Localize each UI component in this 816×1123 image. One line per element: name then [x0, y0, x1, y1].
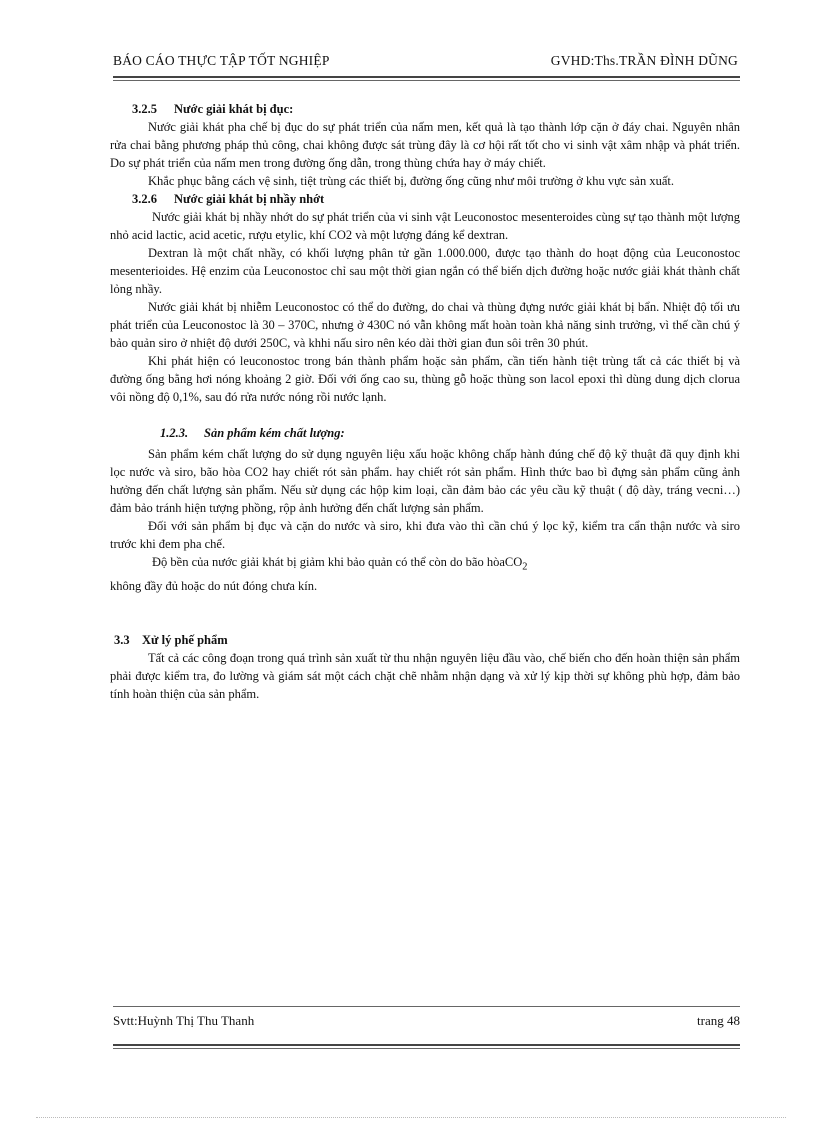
paragraph: Sản phẩm kém chất lượng do sử dụng nguyên liệu xấu hoặc không chấp hành đúng chế độ kỹ thuật đã quy định khi lọc nước và siro, bão hòa CO2 hay chiết rót sản phẩm. hay chiết rót sản phẩm. Hình thức bao bì đựng sản phẩm cũng ảnh hưởng đến chất lượng sản phẩm. Nếu sử dụng các hộp kim loại, cần đảm bảo các yêu cầu kỹ thuật ( độ dày, tráng vecni…) đảm bảo tránh hiện tượng phồng, rộp ảnh hưởng đến chất lượng sản phẩm.: [110, 447, 740, 515]
heading-text: Nước giải khát bị đục:: [174, 102, 294, 116]
heading-number: 3.2.5: [132, 102, 157, 116]
page-header: [113, 53, 738, 73]
paragraph: Dextran là một chất nhầy, có khối lượng phân tử gần 1.000.000, được tạo thành do hoạt động của Leuconostoc mesenterioides. Hệ enzim của Leuconostoc chỉ sau một thời gian ngắn có thể biến dịch đường hoặc nước giải khát thành chất lỏng nhầy.: [110, 246, 740, 296]
footer-rule-thick: [113, 1044, 740, 1046]
paragraph: Đối với sản phẩm bị đục và cặn do nước và siro, khi đưa vào thì cần chú ý lọc kỹ, kiểm tra cẩn thận nước và siro trước khi đem pha chế.: [110, 519, 740, 551]
footer-rule-top: [113, 1006, 740, 1007]
paragraph: Tất cả các công đoạn trong quá trình sản xuất từ thu nhận nguyên liệu đầu vào, chế biến cho đến hoàn thiện sản phẩm phải được kiểm tra, đo lường và giám sát một cách chặt chẽ nhằm nhận dạng và xử lý kịp thời sự không phù hợp, đảm bảo tính hoàn thiện của sản phẩm.: [110, 650, 740, 701]
paragraph: Khi phát hiện có leuconostoc trong bán thành phẩm hoặc sản phẩm, cần tiến hành tiệt trùng tất cả các thiết bị và đường ống bằng hơi nóng khoảng 2 giờ. Đối với ống cao su, thùng gỗ hoặc thùng son lacol epoxi thì dùng dung dịch clorua vôi nồng độ 0,1%, sau đó rửa nước nóng rồi nước lạnh.: [110, 354, 740, 404]
heading-3-3: [110, 631, 740, 649]
page-body: [110, 100, 740, 703]
footer-rule-thin: [113, 1048, 740, 1049]
heading-1-2-3: [110, 424, 740, 442]
page-edge-divider: [36, 1117, 786, 1118]
footer-student: Svtt:Huỳnh Thị Thu Thanh: [113, 1013, 255, 1028]
heading-text: Xử lý phế phẩm: [142, 632, 228, 647]
paragraph: Nước giải khát pha chế bị đục do sự phát triển của nấm men, kết quả là tạo thành lớp cặn ở đáy chai. Nguyên nhân rửa chai bằng phương pháp thủ công, chai không được sát trùng đây là cơ hội rất tốt cho vi sinh vật xâm nhập và phát triển. Do sự phát triển của nấm men trong đường ống dẫn, trong thùng chứa hay ở máy chiết.: [110, 120, 740, 170]
heading-3-2-5: [110, 100, 740, 118]
paragraph: không đầy đủ hoặc do nút đóng chưa kín.: [110, 578, 318, 593]
paragraph: Khắc phục bằng cách vệ sinh, tiệt trùng các thiết bị, đường ống cũng như môi trường ở khu vực sản xuất.: [148, 174, 674, 188]
subscript: 2: [522, 561, 528, 573]
paragraph: Nước giải khát bị nhầy nhớt do sự phát triển của vi sinh vật Leuconostoc mesenteroides cùng sự tạo thành một lượng nhỏ acid lactic, acid acetic, rượu etylic, khí CO2 và một lượng đáng kể dextran.: [110, 210, 740, 242]
heading-text: Sản phẩm kém chất lượng:: [204, 426, 345, 440]
header-rule-thin: [113, 80, 740, 81]
heading-number: 3.3: [114, 632, 130, 647]
paragraph: [110, 553, 740, 577]
heading-text: Nước giải khát bị nhầy nhớt: [174, 192, 325, 206]
heading-number: 3.2.6: [132, 192, 157, 206]
header-supervisor: GVHD:Ths.TRẦN ĐÌNH DŨNG: [550, 53, 738, 68]
paragraph-text: Độ bền của nước giải khát bị giảm khi bảo quản có thể còn do bão hòaCO: [152, 555, 523, 569]
page-footer: [113, 1013, 740, 1031]
heading-3-2-6: [110, 190, 740, 208]
page-number: trang 48: [697, 1013, 740, 1028]
paragraph: Nước giải khát bị nhiễm Leuconostoc có thể do đường, do chai và thùng đựng nước giải khát bị bẩn. Nhiệt độ tối ưu phát triển của Leuconostoc là 30 – 370C, nhưng ở 430C nó vẫn không mất hoàn toàn khả năng sinh trưởng, vì thế cần chú ý bảo quản siro ở nhiệt độ dưới 250C, và khhi nấu siro nên kéo dài thời gian đun sôi trên 30 phút.: [110, 300, 740, 350]
header-rule-thick: [113, 76, 740, 78]
heading-number: 1.2.3.: [160, 426, 189, 440]
header-report-title: BÁO CÁO THỰC TẬP TỐT NGHIỆP: [113, 53, 330, 68]
